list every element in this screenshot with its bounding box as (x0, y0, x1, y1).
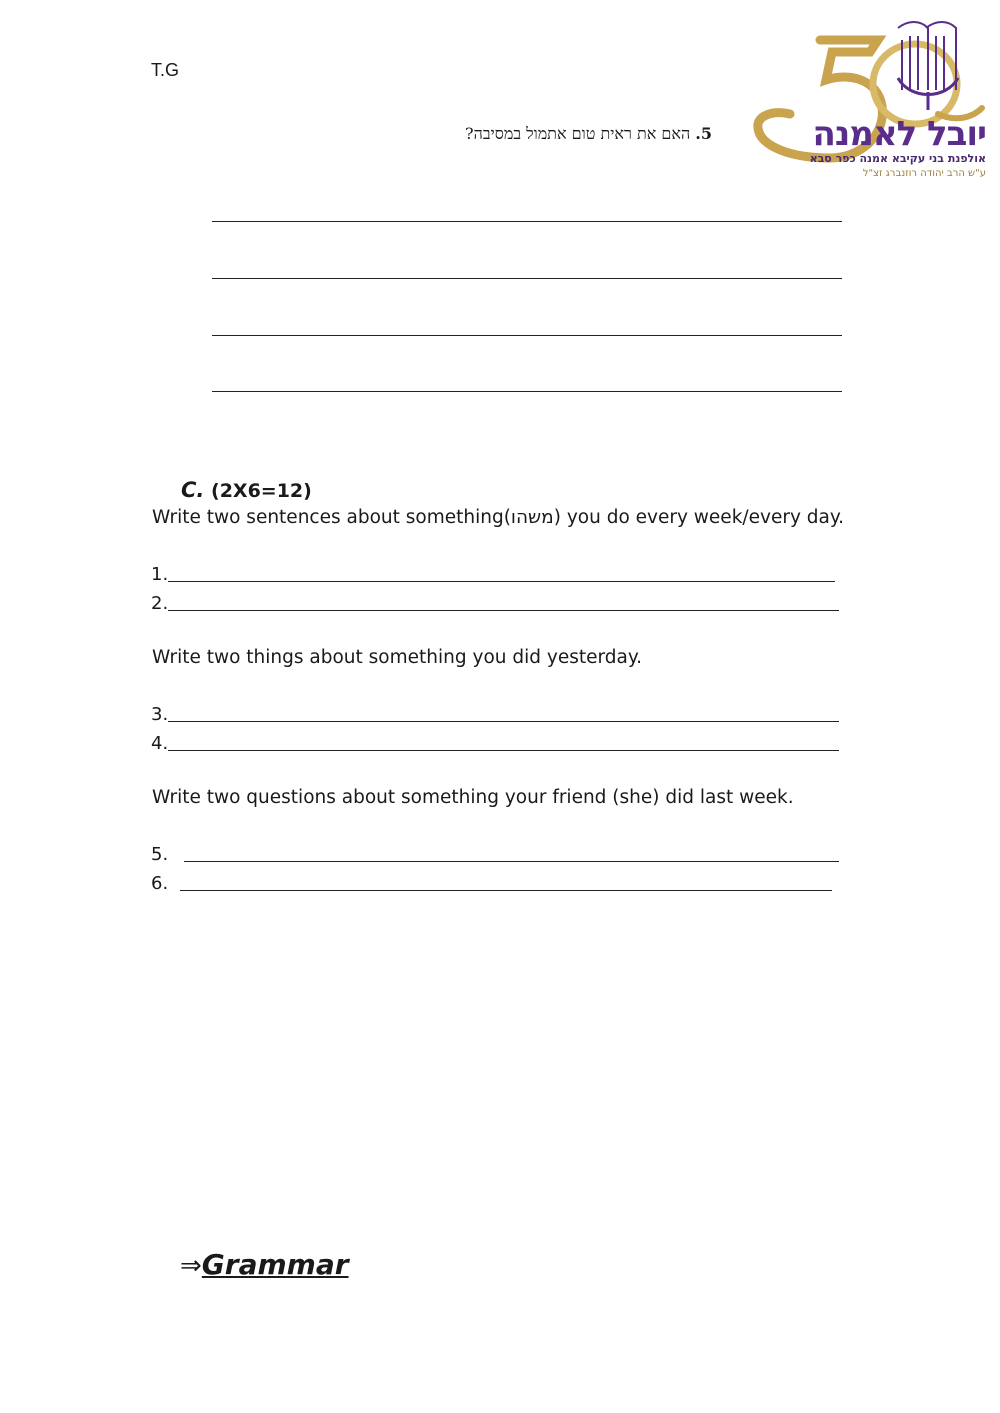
answer-line[interactable] (212, 335, 842, 336)
question-text: האם את ראית טום אתמול במסיבה? (465, 124, 691, 143)
logo-dedication: ע"ש הרב יהודה רוזנברג זצ"ל (862, 168, 986, 179)
item-number: 5. (151, 844, 174, 865)
answer-line[interactable] (168, 730, 839, 751)
answer-line[interactable] (168, 590, 839, 611)
answer-item-4[interactable] (151, 728, 839, 754)
item-number: 3. (151, 704, 169, 725)
logo-subtitle: אולפנת בני עקיבא אמנה כפר סבא (809, 152, 986, 165)
answer-item-3[interactable] (151, 699, 839, 725)
right-double-arrow-icon: ⇒ (180, 1251, 202, 1281)
answer-item-1[interactable] (151, 559, 835, 585)
logo-title: יובל לאמנה (812, 114, 986, 154)
item-number: 6. (151, 873, 174, 894)
answer-item-2[interactable] (151, 588, 839, 614)
section-points: (2X6=12) (211, 480, 312, 502)
answer-line[interactable] (168, 701, 839, 722)
grammar-title: Grammar (201, 1248, 349, 1281)
item-number: 1. (151, 564, 169, 585)
item-number: 2. (151, 593, 169, 614)
answer-item-5[interactable] (151, 839, 839, 865)
answer-line[interactable] (180, 870, 832, 891)
grammar-heading (180, 1248, 349, 1281)
instruction-yesterday: Write two things about something you did yesterday. (152, 647, 643, 668)
answer-line[interactable] (168, 561, 835, 582)
answer-line[interactable] (212, 391, 842, 392)
item-number: 4. (151, 733, 169, 754)
instruction-friend-questions: Write two questions about something your friend (she) did last week. (152, 787, 794, 808)
question-number: 5. (695, 124, 712, 143)
section-c-heading (181, 478, 312, 502)
answer-line[interactable] (184, 841, 839, 862)
school-logo (750, 18, 990, 183)
answer-line[interactable] (212, 278, 842, 279)
hebrew-question-5 (440, 124, 712, 144)
instruction-every-day: Write two sentences about something(משהו) you do every week/every day. (152, 507, 845, 528)
answer-item-6[interactable] (151, 868, 832, 894)
section-letter: C. (181, 478, 205, 502)
student-initials: T.G (151, 60, 180, 80)
answer-line[interactable] (212, 221, 842, 222)
